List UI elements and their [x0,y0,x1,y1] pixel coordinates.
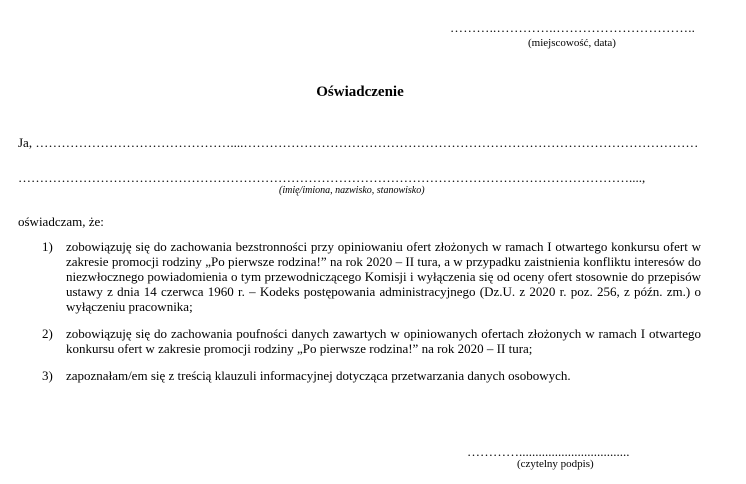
item-text: zobowiązuję się do zachowania bezstronności przy opiniowaniu ofert złożonych w ramach I otwartego konkursu ofert w zakresie promocji rodziny „Po pierwsze rodzina!” na rok 2020 – II tura, a w przypadku zaistnienia konfliktu interesów do niezwłocznego powiadomienia o tym przewodniczącego Komisji i wyłączenia się od oceny ofert stosownie do przepisów ustawy z dnia 14 czerwca 1960 r. – Kodeks postępowania administracyjnego (Dz.U. z 2020 r. poz. 256, z późn. zm.) o wyłączeniu pracownika; [66,239,701,314]
item-number: 3) [42,368,53,383]
declaration-item [42,368,701,383]
identity-caption: (imię/imiona, nazwisko, stanowisko) [279,185,425,196]
signature-field: ………….................................. [467,444,630,459]
identity-line-2: ……………………………………………………………………………………………………………………………...., [18,170,646,185]
declaration-label: oświadczam, że: [18,214,104,229]
declaration-item [42,326,701,356]
item-text: zapoznałam/em się z treścią klauzuli informacyjnej dotycząca przetwarzania danych osobowych. [66,368,571,383]
item-text: zobowiązuję się do zachowania poufności danych zawartych w opiniowanych ofertach złożonych w ramach I otwartego konkursu ofert w zakresie promocji rodziny „Po pierwsze rodzina!” na rok 2020 – II tura; [66,326,701,356]
identity-line-1: Ja, ………………………………………....…………………………………………………………………………………………… [18,135,699,150]
declaration-list [42,239,701,395]
document-title: Oświadczenie [316,84,404,100]
signature-caption: (czytelny podpis) [517,458,594,470]
place-date-caption: (miejscowość, data) [528,37,616,49]
item-number: 2) [42,326,53,341]
declaration-item [42,239,701,314]
item-number: 1) [42,239,53,254]
place-date-field: ………..…………..………………………….. [450,20,696,35]
